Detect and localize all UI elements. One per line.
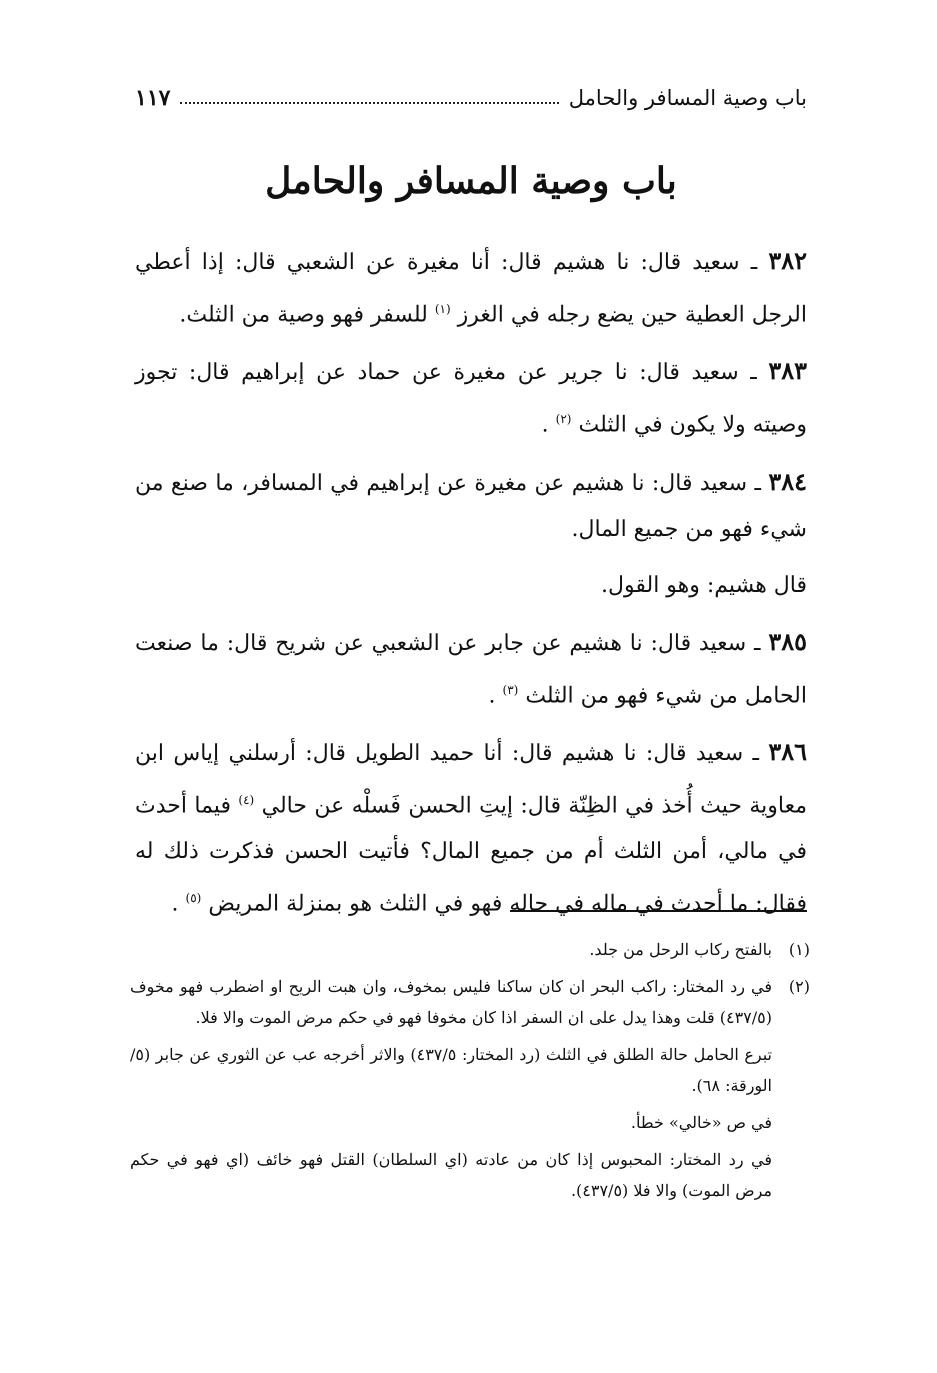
footnote-text: في رد المختار: راكب البحر ان كان ساكنا فليس بمخوف، وان هبت الريح او اضطرب فهو مخوف (٤٣٧/٥) قلت وهذا يدل على ان السفر اذا كان مخوفا فهو في حكم مرض الموت والا فلا.	[130, 977, 772, 1027]
main-text	[135, 238, 807, 938]
paragraph-text: ـ سعيد قال: نا جرير عن مغيرة عن حماد عن إبراهيم قال: تجوز وصيته ولا يكون في الثلث	[135, 360, 807, 438]
paragraph-text-tail: .	[541, 412, 549, 438]
footnote-mark: (٢)	[788, 977, 810, 996]
paragraph-383	[135, 348, 807, 448]
paragraph-382	[135, 238, 807, 338]
paragraph-386	[135, 729, 807, 928]
paragraph-text: قال هشيم: وهو القول.	[601, 572, 807, 598]
footnote-ref: (٢)	[555, 412, 572, 427]
footnote-ref: (٤)	[238, 792, 255, 807]
paragraph-385	[135, 619, 807, 719]
paragraph-number: ٣٨٦	[768, 736, 807, 766]
footnote-text: في ص «خالي» خطأ.	[630, 1113, 772, 1132]
paragraph-hushaym-remark	[135, 563, 807, 609]
paragraph-text-end: .	[171, 891, 179, 917]
footnote-1	[130, 934, 810, 965]
paragraph-text-tail: .	[488, 682, 496, 708]
paragraph-text: ـ سعيد قال: نا هشيم قال: أنا حميد الطويل قال: أرسلني إياس ابن معاوية حيث أُخذ في الظِنّة قال: إيتِ الحسن فَسلْه عن حالي	[135, 740, 807, 819]
footnotes	[130, 934, 810, 1212]
paragraph-text-tail: فيما أحدث في مالي، أمن الثلث أم من جميع المال؟ فأتيت الحسن فذكرت ذلك له فقال: ما أحدث في ماله في حاله فهو في الثلث هو بمنزلة المريض	[135, 793, 807, 917]
footnote-ref: (٥)	[185, 891, 202, 906]
footnote-3	[130, 1039, 810, 1101]
footnote-mark	[772, 1107, 810, 1138]
chapter-title: باب وصية المسافر والحامل	[265, 160, 677, 202]
paragraph-384	[135, 459, 807, 553]
footnote-separator	[510, 910, 807, 912]
page-number: ١١٧	[135, 85, 171, 111]
running-header-title: باب وصية المسافر والحامل	[568, 86, 807, 110]
footnote-5	[130, 1144, 810, 1206]
footnote-ref: (٣)	[502, 682, 519, 697]
paragraph-number: ٣٨٥	[768, 626, 807, 656]
footnote-text: بالفتح ركاب الرحل من جلد.	[589, 940, 772, 959]
footnote-mark: (١)	[788, 940, 810, 959]
footnote-text: في رد المختار: المحبوس إذا كان من عادته (اي السلطان) القتل فهو خائف (اي فهو في حكم مرض الموت) والا فلا (٤٣٧/٥).	[130, 1150, 772, 1200]
running-header	[135, 80, 807, 116]
footnote-mark	[772, 1039, 810, 1101]
paragraph-text: ـ سعيد قال: نا هشيم عن مغيرة عن إبراهيم في المسافر، ما صنع من شيء فهو من جميع المال.	[135, 470, 807, 542]
running-header-leader-dots	[180, 102, 558, 104]
paragraph-number: ٣٨٤	[768, 466, 807, 496]
footnote-mark	[772, 1144, 810, 1206]
paragraph-text: ـ سعيد قال: نا هشيم عن جابر عن الشعبي عن شريح قال: ما صنعت الحامل من شيء فهو من الثلث	[135, 630, 807, 708]
footnote-ref: (١)	[434, 302, 451, 316]
paragraph-text: ـ سعيد قال: نا هشيم قال: أنا مغيرة عن الشعبي قال: إذا أعطي الرجل العطية حين يضع رجله في الغرز	[135, 250, 807, 328]
paragraph-number: ٣٨٢	[768, 246, 808, 275]
paragraph-number: ٣٨٣	[768, 356, 808, 386]
footnote-2	[130, 971, 810, 1033]
footnote-text: تبرع الحامل حالة الطلق في الثلث (رد المختار: ٤٣٧/٥) والاثر أخرجه عب عن الثوري عن جابر (٥/ الورقة: ٦٨).	[130, 1045, 772, 1095]
paragraph-text-tail: للسفر فهو وصية من الثلث.	[179, 302, 428, 328]
footnote-4	[130, 1107, 810, 1138]
